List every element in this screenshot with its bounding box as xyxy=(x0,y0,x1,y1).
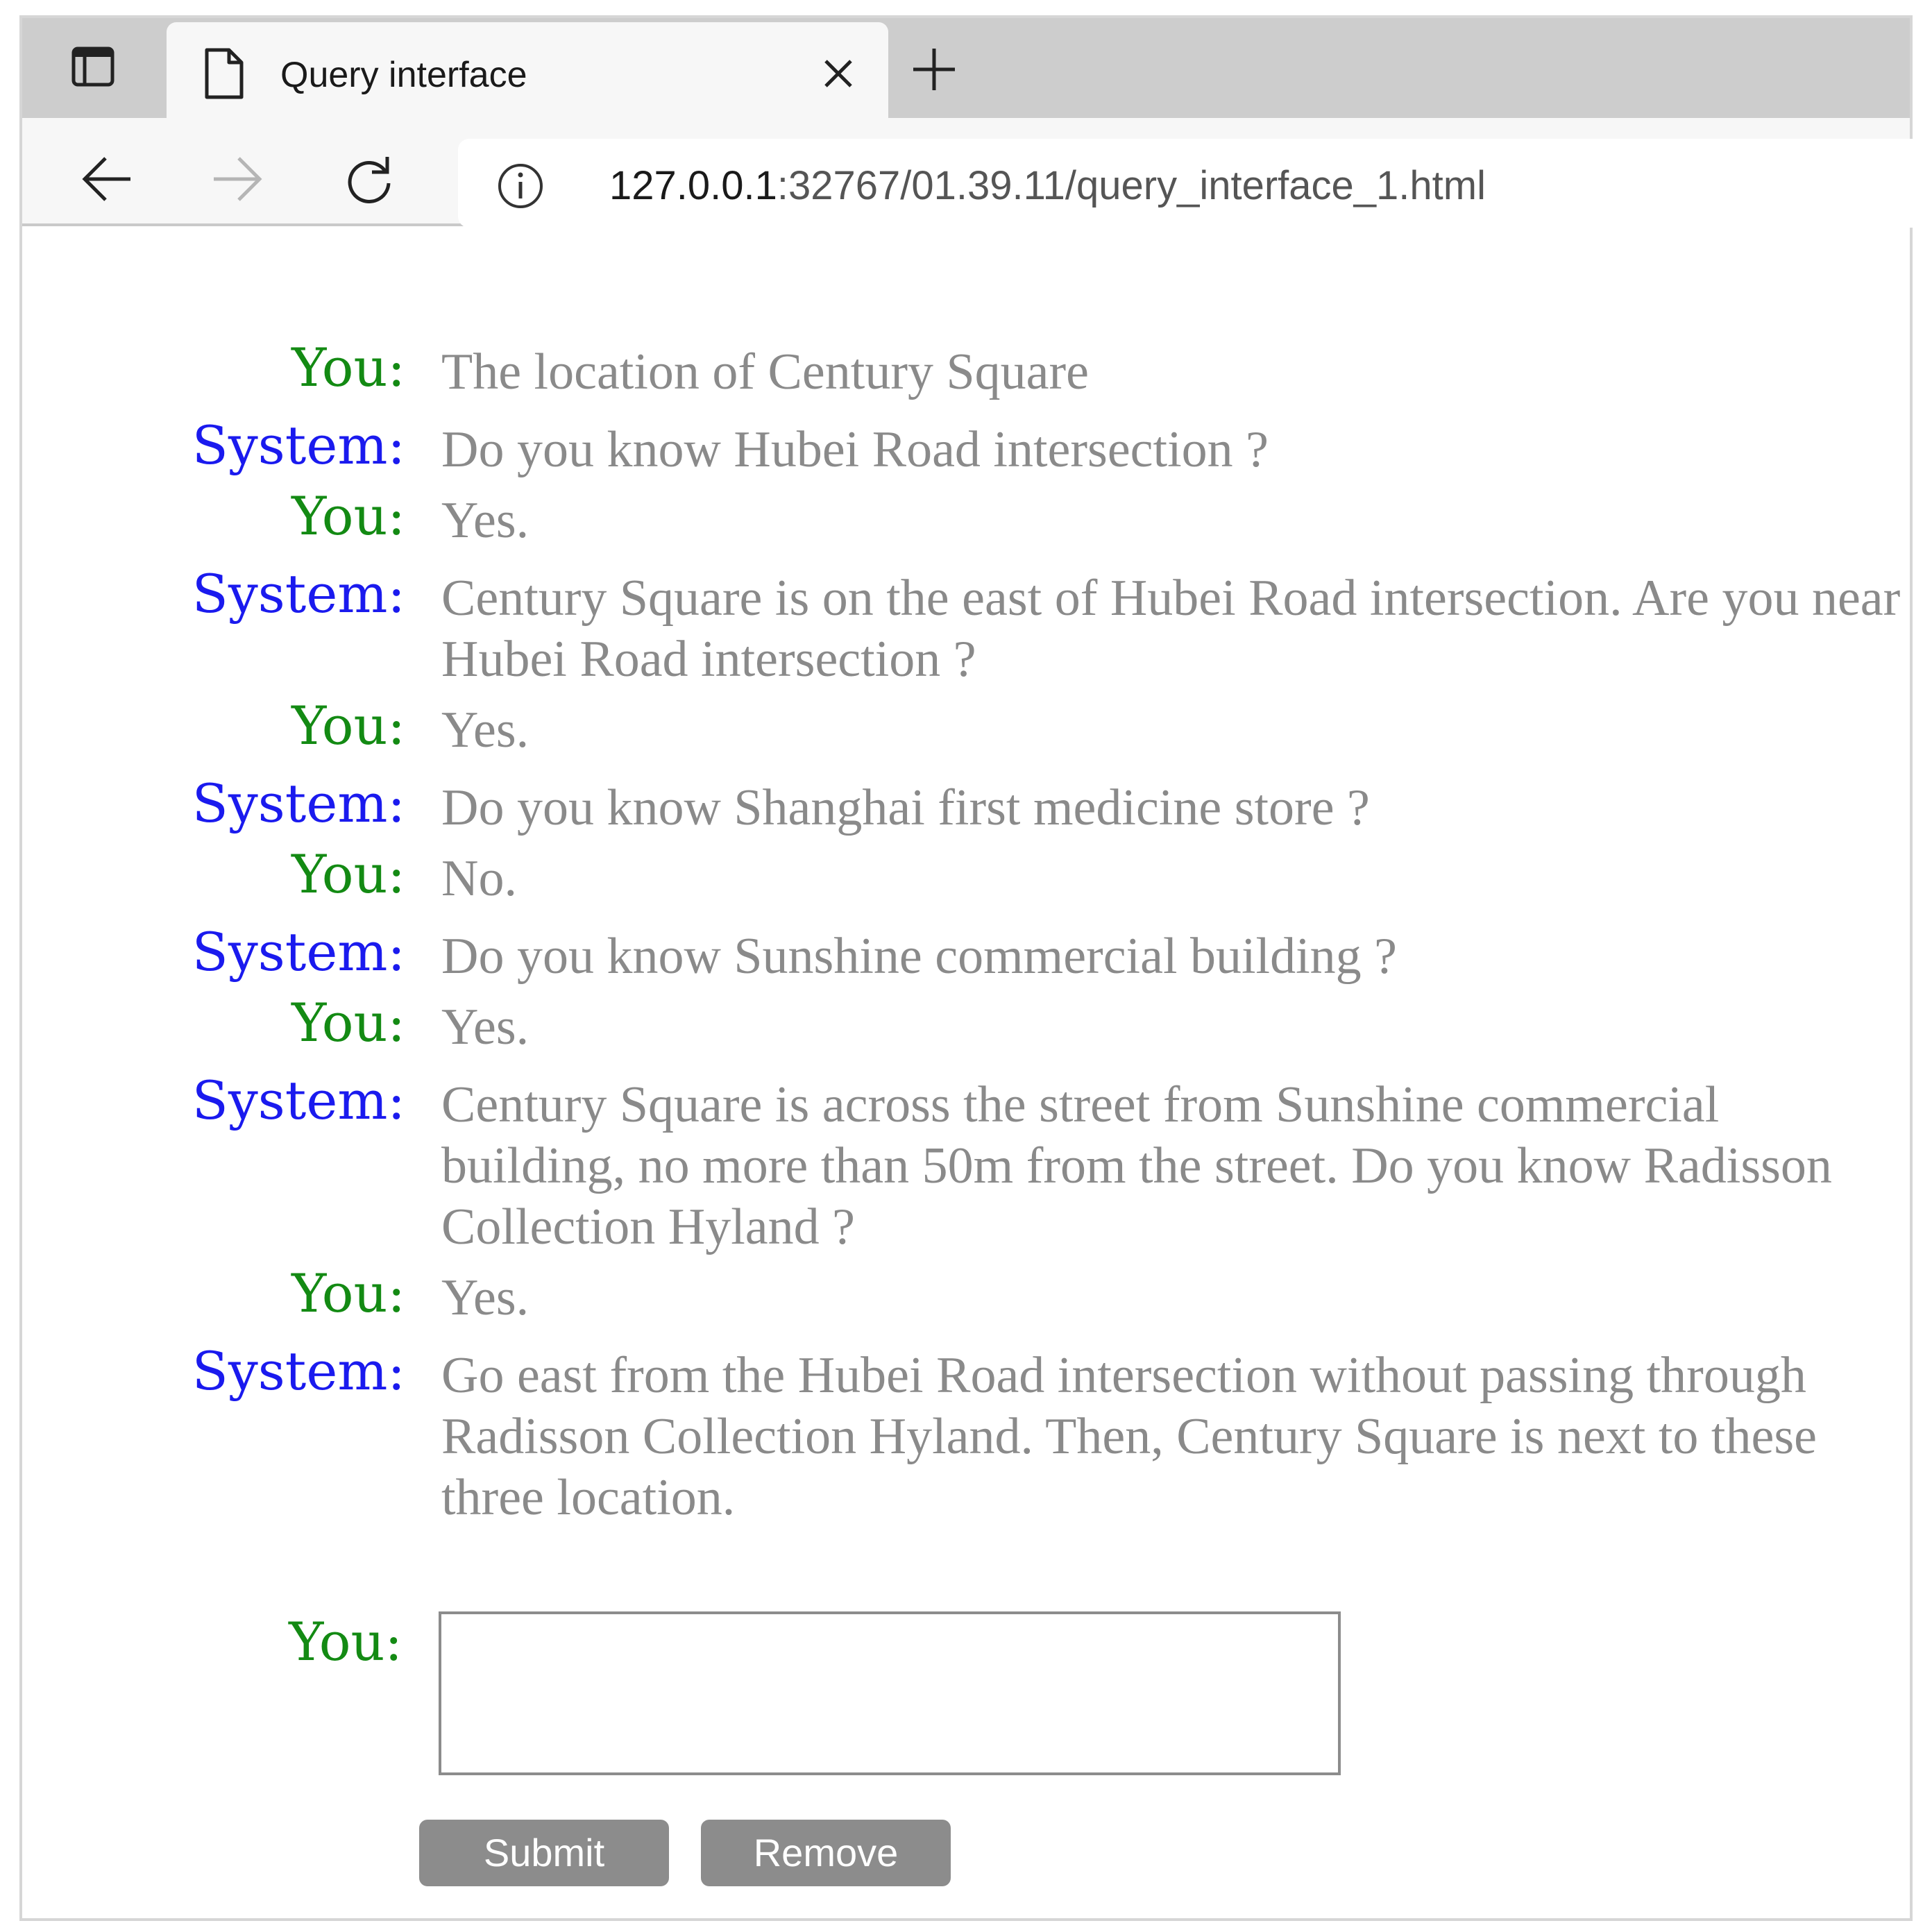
info-icon[interactable] xyxy=(497,162,544,210)
user-turn xyxy=(169,486,1904,551)
system-speaker-label: System: xyxy=(192,1069,405,1131)
user-turn xyxy=(169,1263,1904,1328)
user-message: Yes. xyxy=(441,1269,529,1326)
system-speaker-label: System: xyxy=(192,921,405,983)
system-message: Do you know Sunshine commercial building ? xyxy=(441,928,1398,985)
user-speaker-label: You: xyxy=(291,337,405,398)
system-speaker-label: System: xyxy=(192,563,405,625)
tab-strip xyxy=(22,18,1910,118)
system-turn xyxy=(169,1341,1904,1528)
system-message: Century Square is across the street from Sunshine commercial building, no more than 50m from the street. Do you know Radisson Collection Hyland ? xyxy=(441,1076,1832,1255)
new-tab-icon[interactable] xyxy=(909,44,959,94)
reply-row xyxy=(167,1611,1341,1775)
user-turn xyxy=(169,844,1904,909)
action-buttons xyxy=(419,1820,951,1886)
url-text[interactable] xyxy=(609,162,1486,210)
url-path: :32767/01.39.11/query_interface_1.html xyxy=(777,163,1486,208)
reply-input[interactable] xyxy=(439,1611,1341,1775)
remove-button[interactable]: Remove xyxy=(701,1820,951,1886)
user-speaker-label: You: xyxy=(291,485,405,547)
system-message: Do you know Hubei Road intersection ? xyxy=(441,421,1269,478)
reply-speaker-label: You: xyxy=(289,1611,402,1673)
forward-arrow-icon[interactable] xyxy=(210,151,265,207)
conversation-log xyxy=(169,337,1904,1534)
system-speaker-label: System: xyxy=(192,1340,405,1402)
address-bar[interactable] xyxy=(458,139,1915,228)
user-turn xyxy=(169,337,1904,403)
url-host: 127.0.0.1 xyxy=(609,163,777,208)
user-turn xyxy=(169,695,1904,761)
system-message: Do you know Shanghai first medicine store ? xyxy=(441,779,1370,836)
close-icon[interactable] xyxy=(819,54,858,93)
system-message: Go east from the Hubei Road intersection without passing through Radisson Collection Hyland. Then, Century Square is next to these three location. xyxy=(441,1347,1817,1526)
user-message: Yes. xyxy=(441,702,529,759)
tab-actions-icon[interactable] xyxy=(71,44,115,89)
system-turn xyxy=(169,1070,1904,1258)
tab-title: Query interface xyxy=(280,55,527,95)
user-speaker-label: You: xyxy=(291,1262,405,1324)
back-arrow-icon[interactable] xyxy=(79,151,135,207)
user-speaker-label: You: xyxy=(291,843,405,905)
user-message: The location of Century Square xyxy=(441,344,1089,400)
tab-query-interface[interactable] xyxy=(167,22,888,126)
system-turn xyxy=(169,415,1904,480)
user-message: Yes. xyxy=(441,999,529,1056)
browser-toolbar xyxy=(22,118,1910,226)
system-speaker-label: System: xyxy=(192,772,405,834)
reload-icon[interactable] xyxy=(341,151,397,207)
user-message: Yes. xyxy=(441,492,529,549)
document-icon xyxy=(203,47,244,100)
user-message: No. xyxy=(441,850,517,907)
user-turn xyxy=(169,992,1904,1058)
user-speaker-label: You: xyxy=(291,992,405,1053)
submit-button[interactable]: Submit xyxy=(419,1820,669,1886)
system-speaker-label: System: xyxy=(192,414,405,476)
system-turn xyxy=(169,773,1904,838)
system-turn xyxy=(169,564,1904,690)
user-speaker-label: You: xyxy=(291,695,405,756)
system-message: Century Square is on the east of Hubei Road intersection. Are you near Hubei Road intersection ? xyxy=(441,570,1901,688)
system-turn xyxy=(169,922,1904,987)
